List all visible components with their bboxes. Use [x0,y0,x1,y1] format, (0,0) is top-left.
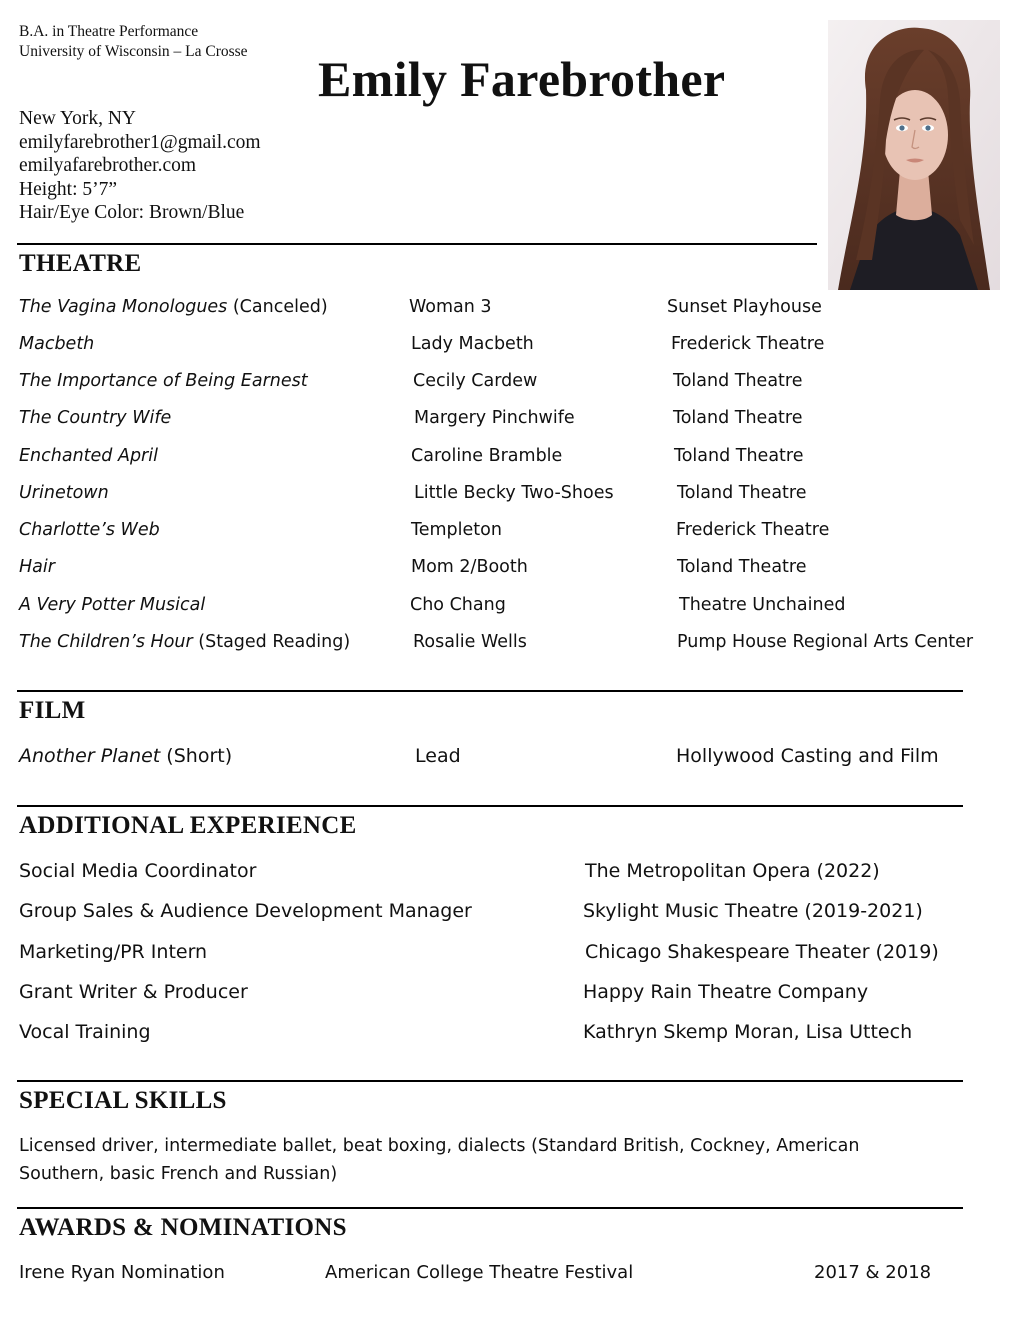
credit-role: Cecily Cardew [413,371,538,391]
actor-name: Emily Farebrother [318,51,726,107]
credit-show: Urinetown [19,483,109,503]
credit-show: The Children’s Hour (Staged Reading) [19,632,351,652]
experience-position: Social Media Coordinator [19,860,257,882]
credit-role: Templeton [411,520,502,540]
experience-position: Vocal Training [19,1021,151,1043]
experience-row [0,900,1032,926]
credit-role: Woman 3 [409,297,492,317]
divider [17,1080,963,1082]
divider [17,690,963,692]
theatre-row [0,520,1032,546]
theatre-row [0,483,1032,509]
credit-venue: Pump House Regional Arts Center [677,632,974,652]
school: University of Wisconsin – La Crosse [19,43,248,60]
credit-show: Another Planet (Short) [19,745,233,767]
website: emilyafarebrother.com [19,155,197,176]
credit-role: Rosalie Wells [413,632,527,652]
credit-show: The Vagina Monologues (Canceled) [19,297,328,317]
hair-eye-color: Hair/Eye Color: Brown/Blue [19,202,245,223]
credit-show: Hair [19,557,55,577]
theatre-row [0,297,1032,323]
experience-organization: Happy Rain Theatre Company [583,981,869,1003]
experience-position: Grant Writer & Producer [19,981,248,1003]
theatre-row [0,371,1032,397]
section-title-awards: AWARDS & NOMINATIONS [19,1214,347,1241]
credit-venue: Sunset Playhouse [667,297,822,317]
credit-show: The Importance of Being Earnest [19,371,308,391]
credit-role: Margery Pinchwife [414,408,575,428]
credit-venue: Hollywood Casting and Film [676,745,939,767]
theatre-row [0,632,1032,658]
credit-venue: Frederick Theatre [671,334,825,354]
experience-organization: Skylight Music Theatre (2019-2021) [583,900,923,922]
height: Height: 5’7” [19,178,118,200]
experience-organization: The Metropolitan Opera (2022) [585,860,880,882]
credit-venue: Toland Theatre [677,557,807,577]
award-row [0,1262,1032,1288]
education [19,22,248,62]
award-name: Irene Ryan Nomination [19,1262,225,1283]
film-row [0,745,1032,771]
credit-venue: Toland Theatre [677,483,807,503]
credit-role: Little Becky Two-Shoes [414,483,614,503]
credit-venue: Theatre Unchained [679,595,846,615]
experience-position: Marketing/PR Intern [19,941,208,963]
award-organization: American College Theatre Festival [325,1262,634,1283]
credit-role: Cho Chang [410,595,506,615]
headshot-image [828,20,1000,290]
theatre-row [0,446,1032,472]
section-title-special-skills: SPECIAL SKILLS [19,1087,227,1114]
experience-organization: Chicago Shakespeare Theater (2019) [585,941,939,963]
theatre-row [0,595,1032,621]
credit-show: Enchanted April [19,446,158,466]
divider [17,805,963,807]
experience-row [0,981,1032,1007]
theatre-row [0,408,1032,434]
credit-role: Caroline Bramble [411,446,563,466]
theatre-row [0,557,1032,583]
experience-organization: Kathryn Skemp Moran, Lisa Uttech [583,1021,913,1043]
credit-role: Mom 2/Booth [411,557,528,577]
divider [17,1207,963,1209]
theatre-row [0,334,1032,360]
experience-position: Group Sales & Audience Development Manager [19,900,472,922]
location: New York, NY [19,108,137,129]
contact-info [19,107,261,225]
credit-role: Lead [415,745,461,767]
credit-venue: Frederick Theatre [676,520,830,540]
credit-venue: Toland Theatre [673,408,803,428]
section-title-additional-experience: ADDITIONAL EXPERIENCE [19,812,357,839]
experience-row [0,941,1032,967]
credit-show: The Country Wife [19,408,172,428]
email: emilyfarebrother1@gmail.com [19,131,261,153]
credit-show: Charlotte’s Web [19,520,160,540]
experience-row [0,860,1032,886]
credit-venue: Toland Theatre [674,446,804,466]
credit-venue: Toland Theatre [673,371,803,391]
credit-role: Lady Macbeth [411,334,534,354]
credit-show: A Very Potter Musical [19,595,206,615]
headshot-photo [828,20,1000,290]
credit-show: Macbeth [19,334,95,354]
skills-text: Licensed driver, intermediate ballet, beat boxing, dialects (Standard British, Cockney, American Southern, basic French and Russian) [19,1136,860,1184]
degree: B.A. in Theatre Performance [19,23,199,40]
divider [17,243,817,245]
award-years: 2017 & 2018 [814,1262,932,1283]
section-title-theatre: THEATRE [19,250,142,277]
section-title-film: FILM [19,697,86,724]
experience-row [0,1021,1032,1047]
